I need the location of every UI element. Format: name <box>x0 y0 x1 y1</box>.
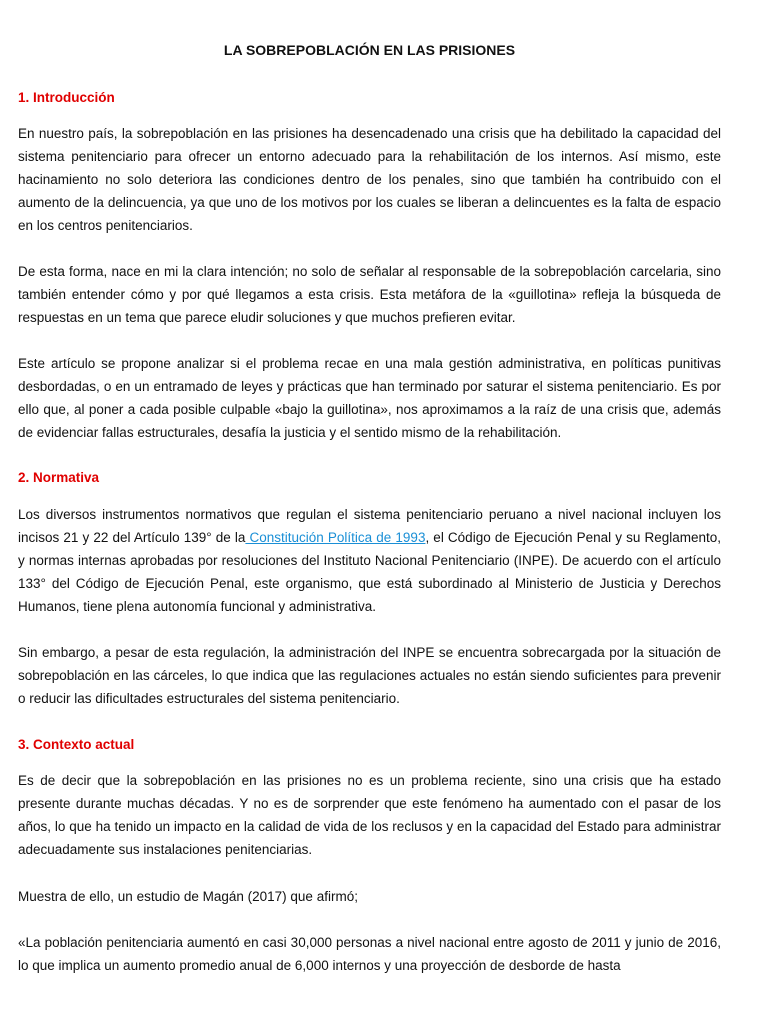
contexto-paragraph-1: Es de decir que la sobrepoblación en las prisiones no es un problema reciente, sino una crisis que ha estado presente durante muchas décadas. Y no es de sorprender que este fenómeno ha aumentado con el pasar de los años, lo que ha tenido un impacto en la calidad de vida de los reclusos y en la capacidad del Estado para administrar adecuadamente sus instalaciones penitenciarias. <box>18 773 721 857</box>
section-heading-introduccion: 1. Introducción <box>18 90 115 105</box>
normativa-text-after-link: , el Código de Ejecución Penal y su Reglamento, y normas internas aprobadas por resoluciones del Instituto Nacional Penitenciario (INPE). De acuerdo con el artículo 133° del Código de Ejecución Penal, este organismo, que está subordinado al Ministerio de Justicia y Derechos Humanos, tiene plena autonomía funcional y administrativa. <box>18 530 721 614</box>
normativa-paragraph-1 <box>18 503 721 618</box>
intro-paragraph-3: Este artículo se propone analizar si el problema recae en una mala gestión administrativa, en políticas punitivas desbordadas, o en un entramado de leyes y prácticas que han terminado por saturar el sistema penitenciario. Es por ello que, al poner a cada posible culpable «bajo la guillotina», nos aproximamos a la raíz de una crisis que, además de evidenciar fallas estructurales, desafía la justicia y el sentido mismo de la rehabilitación. <box>18 356 721 440</box>
normativa-text-before-link: Los diversos instrumentos normativos que regulan el sistema penitenciario peruano a nivel nacional incluyen los incisos 21 y 22 del Artículo 139° de la <box>18 507 721 545</box>
section-heading-contexto-actual: 3. Contexto actual <box>18 737 135 752</box>
contexto-paragraph-2: Muestra de ello, un estudio de Magán (2017) que afirmó; <box>18 889 358 904</box>
constitucion-link[interactable]: Constitución Política de 1993 <box>245 530 426 545</box>
intro-paragraph-2: De esta forma, nace en mi la clara intención; no solo de señalar al responsable de la sobrepoblación carcelaria, sino también entender cómo y por qué llegamos a esta crisis. Esta metáfora de la «guillotina» refleja la búsqueda de respuestas en un tema que parece eludir soluciones y que muchos prefieren evitar. <box>18 264 721 325</box>
contexto-paragraph-3: «La población penitenciaria aumentó en casi 30,000 personas a nivel nacional entre agosto de 2011 y junio de 2016, lo que implica un aumento promedio anual de 6,000 internos y una proyección de desborde de hasta <box>18 935 721 973</box>
intro-paragraph-1: En nuestro país, la sobrepoblación en las prisiones ha desencadenado una crisis que ha debilitado la capacidad del sistema penitenciario para ofrecer un entorno adecuado para la rehabilitación de los internos. Así mismo, este hacinamiento no solo deteriora las condiciones dentro de los penales, sino que también ha contribuido con el aumento de la delincuencia, ya que uno de los motivos por los cuales se liberan a delincuentes es la falta de espacio en los centros penitenciarios. <box>18 126 721 233</box>
document-title: LA SOBREPOBLACIÓN EN LAS PRISIONES <box>223 42 516 58</box>
section-heading-normativa: 2. Normativa <box>18 470 100 485</box>
normativa-paragraph-2: Sin embargo, a pesar de esta regulación, la administración del INPE se encuentra sobrecargada por la situación de sobrepoblación en las cárceles, lo que indica que las regulaciones actuales no están siendo suficientes para prevenir o reducir las dificultades estructurales del sistema penitenciario. <box>18 645 721 706</box>
